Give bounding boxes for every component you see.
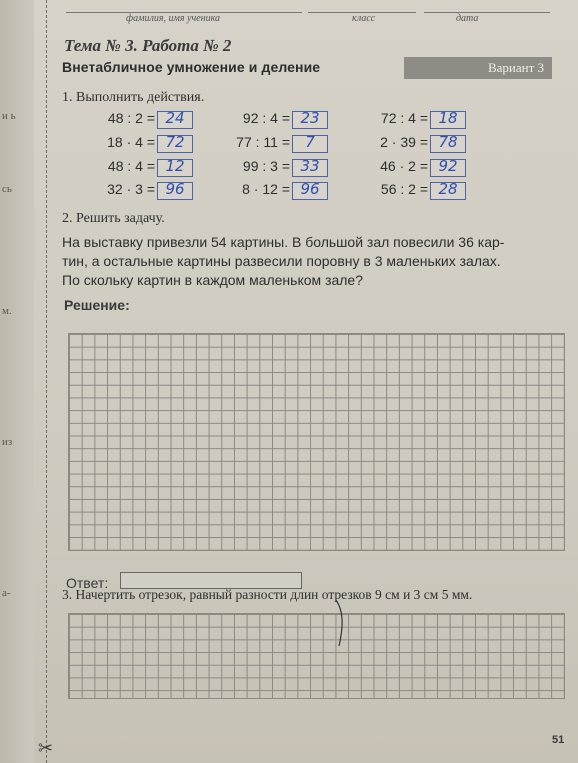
answer-box[interactable] — [157, 182, 193, 200]
handwritten-answer: 96 — [165, 180, 185, 198]
answer-box[interactable] — [157, 111, 193, 129]
exercise-expression: 48 : 2 = — [107, 110, 155, 126]
exercise-expression: 2 · 39 = — [380, 134, 428, 150]
solution-label: Решение: — [64, 297, 130, 313]
date-label: дата — [456, 13, 479, 24]
date-line[interactable] — [424, 12, 550, 13]
exercise-expression: 99 : 3 = — [242, 158, 290, 174]
problem-line: тин, а остальные картины развесили поровну в 3 маленьких залах. — [62, 253, 501, 269]
answer-box[interactable] — [292, 159, 328, 177]
student-name-label: фамилия, имя ученика — [126, 13, 221, 24]
exercise-expression: 72 : 4 = — [380, 110, 428, 126]
answer-box[interactable] — [157, 159, 193, 177]
task3-title: 3. Начертить отрезок, равный разности длин отрезков 9 см и 3 см 5 мм. — [62, 587, 473, 602]
exercise-expression: 48 : 4 = — [107, 158, 155, 174]
handwritten-answer: 72 — [165, 133, 185, 151]
answer-box[interactable] — [430, 159, 466, 177]
exercise-expression: 8 · 12 = — [242, 181, 290, 197]
answer-box[interactable] — [292, 111, 328, 129]
answer-box[interactable] — [430, 182, 466, 200]
answer-box[interactable] — [292, 135, 328, 153]
exercise-expression: 46 · 2 = — [380, 158, 428, 174]
drawing-grid[interactable] — [68, 613, 565, 699]
exercise-expression: 32 · 3 = — [107, 181, 155, 197]
answer-box[interactable] — [157, 135, 193, 153]
problem-line: На выставку привезли 54 картины. В большой зал повесили 36 кар- — [62, 234, 505, 250]
margin-fragment: из — [2, 436, 13, 448]
handwritten-answer: 96 — [300, 180, 320, 198]
topic-title: Тема № 3. Работа № 2 — [64, 36, 232, 55]
margin-fragment: сь — [2, 183, 12, 195]
class-label: класс — [352, 13, 376, 24]
page-number: 51 — [552, 734, 565, 746]
margin-fragment: м. — [2, 305, 12, 317]
exercise-expression: 56 : 2 = — [380, 181, 428, 197]
problem-line: По скольку картин в каждом маленьком зале? — [62, 272, 363, 288]
answer-label: Ответ: — [66, 575, 109, 591]
task1-title: 1. Выполнить действия. — [62, 90, 205, 105]
answer-box[interactable] — [292, 182, 328, 200]
exercise-expression: 77 : 11 = — [236, 134, 290, 150]
exercise-expression: 92 : 4 = — [242, 110, 290, 126]
handwritten-answer: 92 — [438, 157, 458, 175]
scissors-icon: ✂ — [38, 738, 54, 758]
variant-badge: Вариант 3 — [404, 57, 552, 79]
handwritten-answer: 78 — [438, 133, 458, 151]
answer-box[interactable] — [430, 111, 466, 129]
task2-title: 2. Решить задачу. — [62, 211, 165, 226]
handwritten-answer: 24 — [165, 109, 185, 127]
cut-line — [46, 0, 47, 763]
handwritten-answer: 23 — [300, 109, 320, 127]
exercise-expression: 18 · 4 = — [107, 134, 155, 150]
margin-fragment: а- — [2, 587, 11, 599]
answer-box[interactable] — [430, 135, 466, 153]
handwritten-answer: 7 — [305, 133, 315, 151]
handwritten-answer: 28 — [438, 180, 458, 198]
margin-fragment: и ь — [2, 110, 16, 122]
handwritten-answer: 18 — [438, 109, 458, 127]
pen-stroke — [333, 598, 347, 648]
previous-page-edge — [0, 0, 34, 763]
handwritten-answer: 33 — [300, 157, 320, 175]
page-subtitle: Внетабличное умножение и деление — [62, 59, 321, 75]
handwritten-answer: 12 — [165, 157, 185, 175]
solution-grid[interactable] — [68, 333, 565, 551]
